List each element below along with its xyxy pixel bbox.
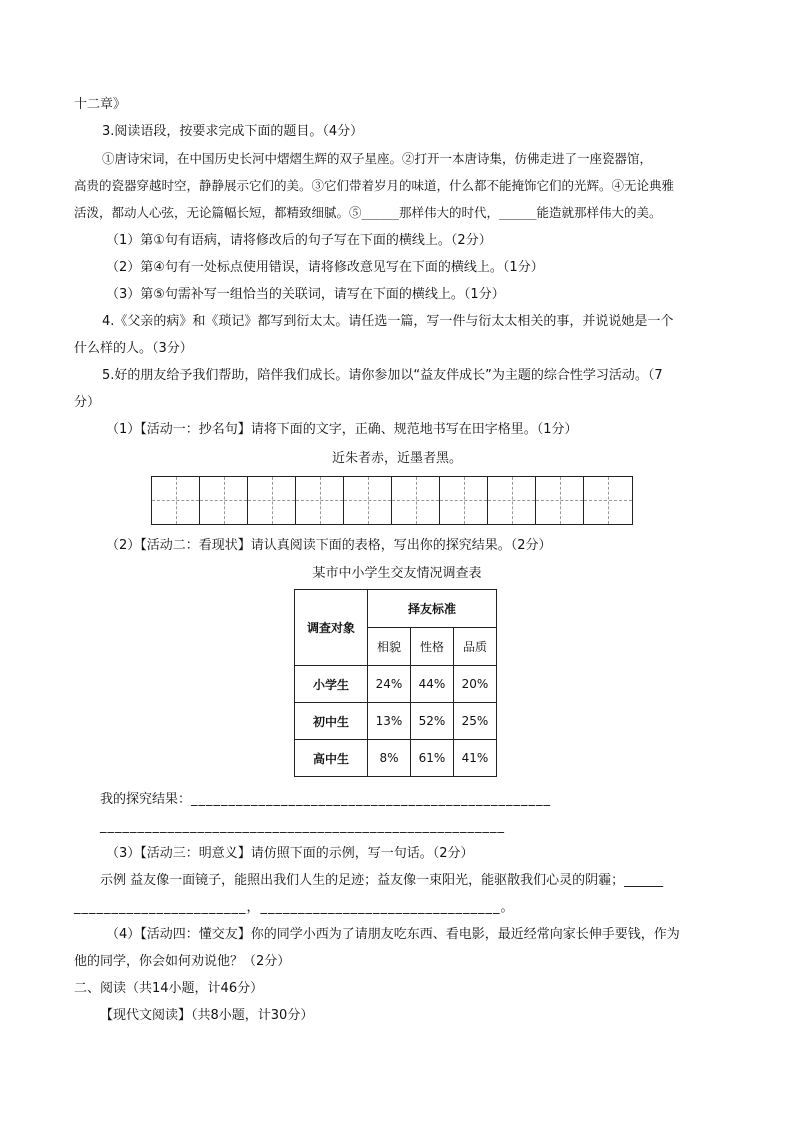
q3-passage-line-2: 高贵的瓷器穿越时空，静静展示它们的美。③它们带着岁月的味道，什么都不能掩饰它们的光辉。④无论典雅	[74, 178, 675, 193]
tianzige-cell[interactable]	[392, 477, 440, 524]
result-row	[100, 791, 551, 809]
table-cell: 13%	[368, 703, 411, 740]
act4-line-1: （4）【活动四：懂交友】你的同学小西为了请朋友吃东西、看电影，最近经常向家长伸手要钱，作为	[106, 927, 680, 942]
tianzige-cell[interactable]	[296, 477, 344, 524]
q3-passage-line-3: 活泼，都动人心弦，无论篇幅长短，都精致细腻。⑤______那样伟大的时代，______能造就那样伟大的美。	[74, 205, 662, 220]
header-fragment: 十二章》	[74, 97, 127, 112]
tianzige-cell[interactable]	[200, 477, 248, 524]
table-cell: 52%	[411, 703, 454, 740]
q4-line-1: 4.《父亲的病》和《琐记》都写到衍太太。请任选一篇，写一件与衍太太相关的事，并说说她是一个	[102, 314, 674, 329]
tianzige-cell[interactable]	[536, 477, 584, 524]
table-corner-header: 调查对象	[295, 590, 368, 666]
result-label: 我的探究结果：	[100, 792, 192, 807]
act3-prompt: （3）【活动三：明意义】请仿照下面的示例，写一句话。（2分）	[106, 846, 474, 861]
act1-prompt: （1）【活动一：抄名句】请将下面的文字，正确、规范地书写在田字格里。（1分）	[106, 422, 578, 437]
table-row	[295, 666, 497, 703]
table-row-label: 高中生	[295, 740, 368, 777]
q3-sub-1: （1）第①句有语病，请将修改后的句子写在下面的横线上。（2分）	[106, 233, 492, 248]
table-row-label: 初中生	[295, 703, 368, 740]
table-row	[295, 703, 497, 740]
act3-example: 示例 益友像一面镜子，能照出我们人生的足迹；益友像一束阳光，能驱散我们心灵的阴霾；______	[100, 873, 664, 888]
tianzige-grid[interactable]	[151, 476, 633, 525]
table-col-header: 品质	[454, 628, 497, 666]
tianzige-cell[interactable]	[344, 477, 392, 524]
q5-line-2: 分）	[74, 395, 101, 410]
tianzige-cell[interactable]	[488, 477, 536, 524]
q5-line-1: 5.好的朋友给予我们帮助，陪伴我们成长。请你参加以“益友伴成长”为主题的综合性学习活动。（7	[102, 368, 663, 383]
table-cell: 25%	[454, 703, 497, 740]
table-group-header: 择友标准	[368, 590, 497, 628]
act1-quote: 近朱者赤，近墨者黑。	[331, 451, 462, 466]
survey-table	[294, 589, 497, 777]
table-cell: 20%	[454, 666, 497, 703]
q3-sub-3: （3）第⑤句需补写一组恰当的关联词，请写在下面的横线上。（1分）	[106, 287, 505, 302]
tianzige-cell[interactable]	[440, 477, 488, 524]
table-cell: 8%	[368, 740, 411, 777]
tianzige-cell[interactable]	[248, 477, 296, 524]
act2-prompt: （2）【活动二：看现状】请认真阅读下面的表格，写出你的探究结果。（2分）	[106, 538, 552, 553]
q3-passage-line-1: ①唐诗宋词，在中国历史长河中熠熠生辉的双子星座。②打开一本唐诗集，仿佛走进了一座瓷器馆，	[102, 151, 653, 166]
table-cell: 61%	[411, 740, 454, 777]
table-caption: 某市中小学生交友情况调查表	[312, 566, 482, 581]
q4-line-2: 什么样的人。（3分）	[74, 341, 193, 356]
act4-line-2: 他的同学，你会如何劝说他？（2分）	[74, 954, 291, 969]
section2-subtitle: 【现代文阅读】（共8小题，计30分）	[100, 1008, 314, 1023]
table-cell: 41%	[454, 740, 497, 777]
table-cell: 44%	[411, 666, 454, 703]
tianzige-cell[interactable]	[584, 477, 632, 524]
table-row-label: 小学生	[295, 666, 368, 703]
q3-prompt: 3.阅读语段，按要求完成下面的题目。（4分）	[102, 124, 364, 139]
table-row	[295, 740, 497, 777]
q3-sub-2: （2）第④句有一处标点使用错误，请将修改意见写在下面的横线上。（1分）	[106, 260, 544, 275]
result-answer-blank-1[interactable]: ________________________________________________	[191, 792, 552, 807]
tianzige-cell[interactable]	[152, 477, 200, 524]
table-col-header: 相貌	[368, 628, 411, 666]
section2-title: 二、阅读（共14小题，计46分）	[74, 981, 264, 996]
table-cell: 24%	[368, 666, 411, 703]
table-col-header: 性格	[411, 628, 454, 666]
result-answer-blank-2[interactable]: ______________________________________________________	[100, 819, 505, 834]
act3-answer-blank[interactable]: _______________________，________________________________。	[74, 900, 515, 915]
